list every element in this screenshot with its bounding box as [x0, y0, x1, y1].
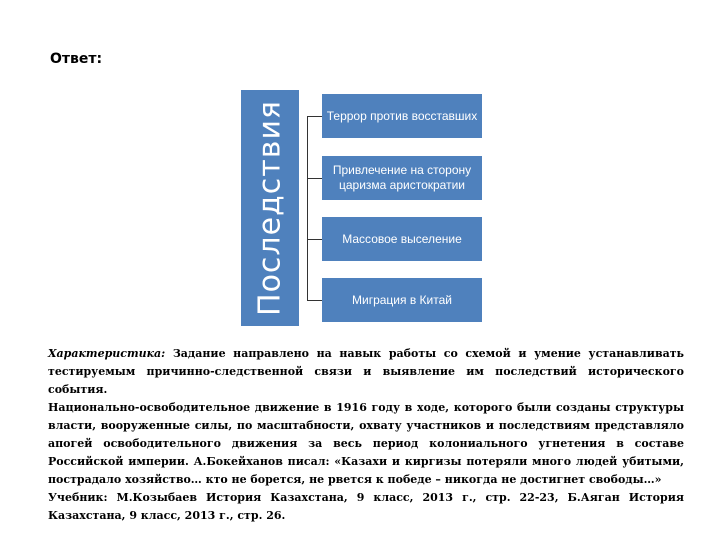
characteristic-paragraph [48, 345, 684, 399]
diagram-child-box: Миграция в Китай [322, 278, 482, 322]
diagram-connector-3 [307, 239, 322, 240]
diagram-root-box [241, 90, 299, 326]
description-text [48, 345, 684, 525]
diagram-connector-vertical [307, 116, 308, 300]
diagram-root-label: Последствия [252, 100, 288, 316]
diagram-child-box: Привлечение на сторону царизма аристократии [322, 156, 482, 200]
movement-paragraph: Национально-освободительное движение в 1916 году в ходе, которого были созданы структуры власти, вооруженные силы, по масштабности, охвату участников и последствиям представляло апогей освободительного движения за весь период колониального угнетения в составе Российской империи. А.Бокейханов писал: «Казахи и киргизы потеряли много людей убитыми, пострадало хозяйство… кто не борется, не рвется к победе – никогда не достигнет свободы…» [48, 401, 684, 486]
diagram-connector-4 [307, 300, 322, 301]
textbook-reference: Учебник: М.Козыбаев История Казахстана, 9 класс, 2013 г., стр. 22-23, Б.Аяган История Казахстана, 9 класс, 2013 г., стр. 26. [48, 491, 684, 522]
diagram-child-box: Террор против восставших [322, 94, 482, 138]
diagram-child-box: Массовое выселение [322, 217, 482, 261]
diagram-connector-2 [307, 178, 322, 179]
characteristic-body: Задание направлено на навык работы со схемой и умение устанавливать тестируемым причинно-следственной связи и выявление им последствий исторического события. [48, 347, 684, 396]
characteristic-label: Характеристика: [48, 347, 166, 360]
diagram-connector-1 [307, 116, 322, 117]
answer-label: Ответ: [50, 51, 103, 67]
